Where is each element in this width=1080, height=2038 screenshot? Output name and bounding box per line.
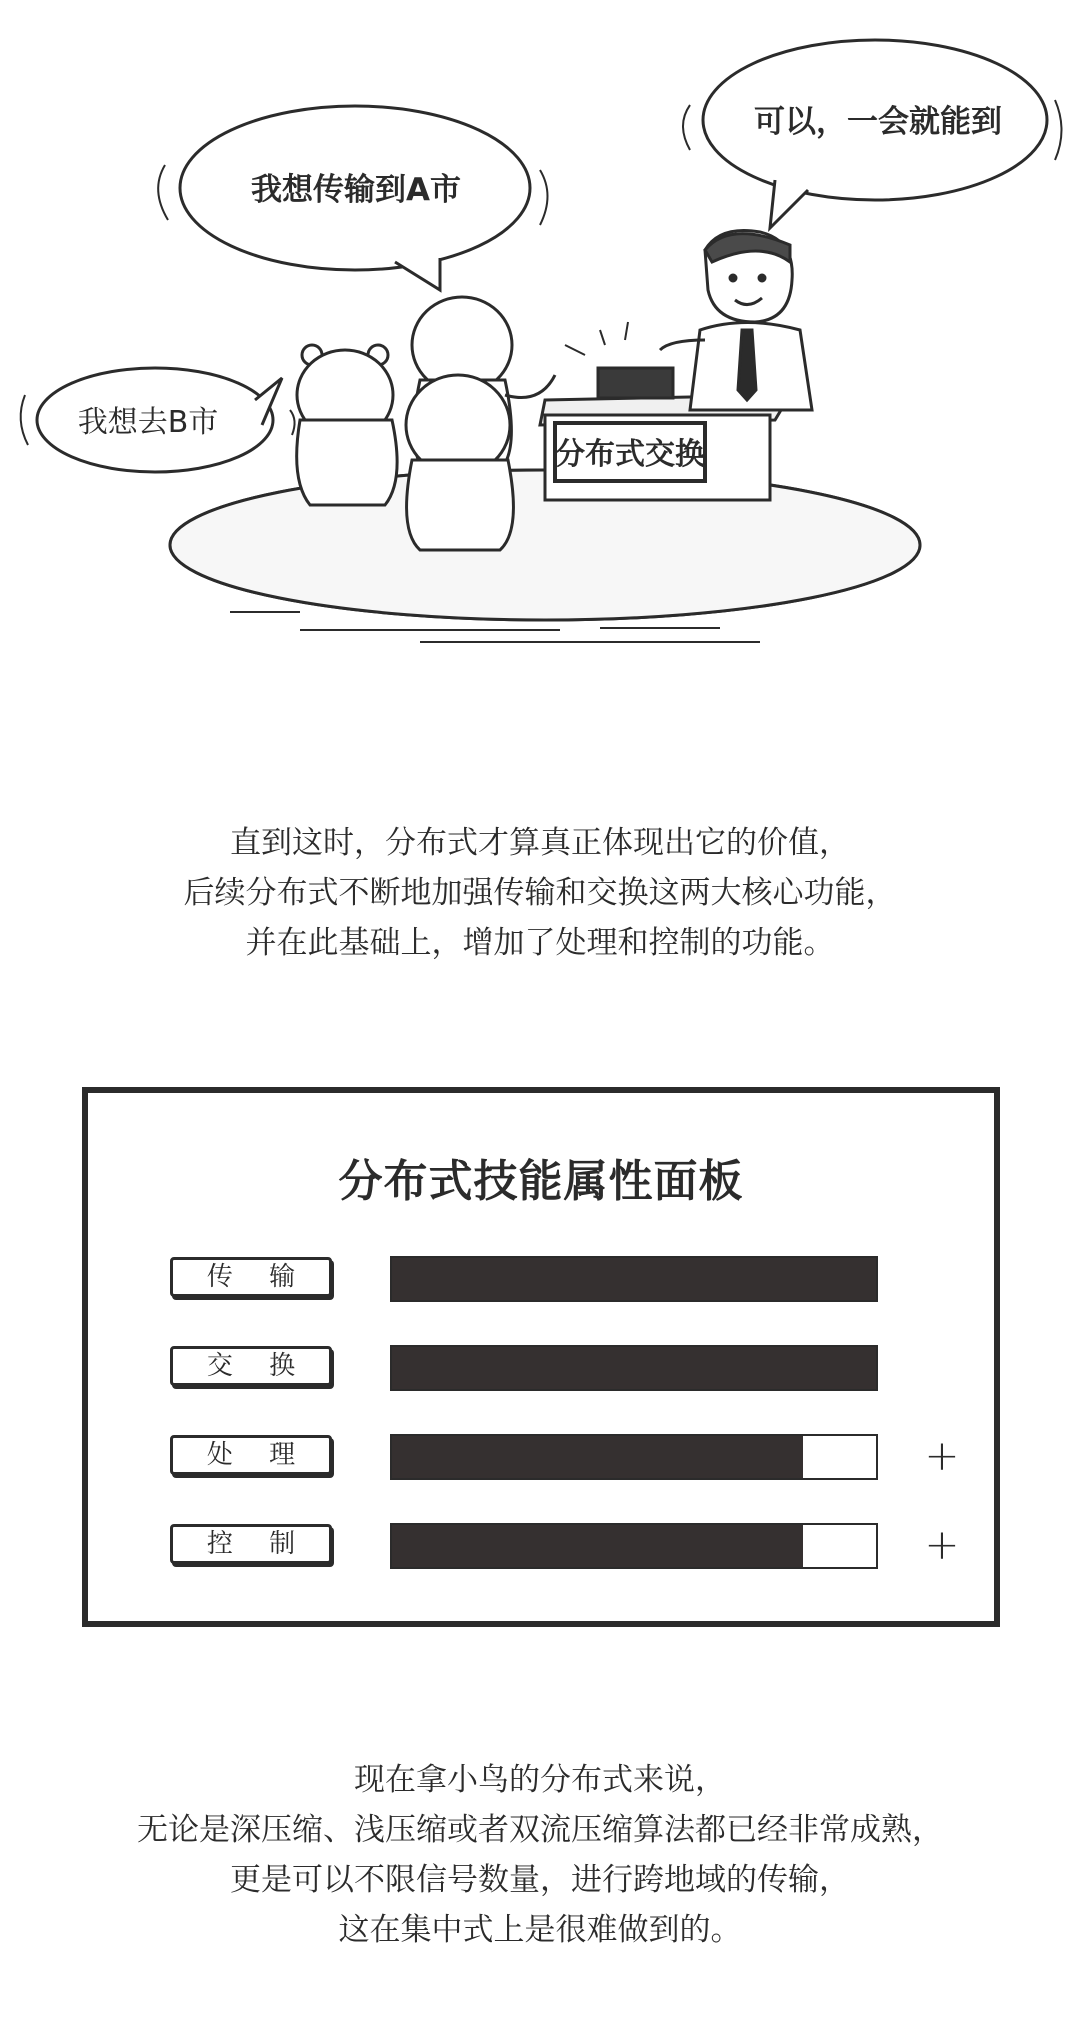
skill-row-switching xyxy=(88,1339,994,1399)
skill-bar-track xyxy=(390,1256,878,1302)
skill-row-processing xyxy=(88,1428,994,1488)
character-back xyxy=(406,375,513,550)
paragraph-line: 无论是深压缩、浅压缩或者双流压缩算法都已经非常成熟， xyxy=(137,1812,943,1848)
skill-attribute-panel xyxy=(82,1087,1000,1627)
skill-bar-track xyxy=(390,1345,878,1391)
speech-bubble-left-text: 我想去B市 xyxy=(77,405,219,440)
desk-sign-text: 分布式交换 xyxy=(555,437,705,472)
skill-label: 交 换 xyxy=(170,1346,332,1386)
skill-label: 控 制 xyxy=(170,1524,332,1564)
plus-icon[interactable]: + xyxy=(924,1520,960,1569)
plus-icon[interactable]: + xyxy=(924,1431,960,1480)
skill-label: 传 输 xyxy=(170,1257,332,1297)
skill-bar-fill xyxy=(392,1525,803,1567)
character-bear xyxy=(297,345,397,505)
skill-bar-fill xyxy=(392,1347,876,1389)
skill-bar-track xyxy=(390,1523,878,1569)
paragraph-line: 这在集中式上是很难做到的。 xyxy=(338,1912,742,1948)
paragraph-line: 直到这时，分布式才算真正体现出它的价值， xyxy=(230,825,850,861)
skill-row-transmission xyxy=(88,1250,994,1310)
skill-row-control xyxy=(88,1517,994,1577)
intro-paragraph xyxy=(0,818,1080,968)
panel-title: 分布式技能属性面板 xyxy=(338,1156,744,1207)
paragraph-line: 后续分布式不断地加强传输和交换这两大核心功能， xyxy=(183,875,897,911)
skill-bar-fill xyxy=(392,1258,876,1300)
paragraph-line: 并在此基础上，增加了处理和控制的功能。 xyxy=(245,925,835,961)
speech-bubble-right-text: 可以，一会就能到 xyxy=(754,104,1002,140)
conclusion-paragraph xyxy=(0,1755,1080,1955)
character-clerk xyxy=(660,230,812,410)
skill-bar-track xyxy=(390,1434,878,1480)
paragraph-line: 现在拿小鸟的分布式来说， xyxy=(354,1762,726,1798)
comic-illustration xyxy=(0,0,1080,660)
skill-bar-fill xyxy=(392,1436,803,1478)
paragraph-line: 更是可以不限信号数量，进行跨地域的传输， xyxy=(230,1862,850,1898)
skill-label: 处 理 xyxy=(170,1435,332,1475)
speech-bubble-middle-text: 我想传输到A市 xyxy=(251,172,461,208)
